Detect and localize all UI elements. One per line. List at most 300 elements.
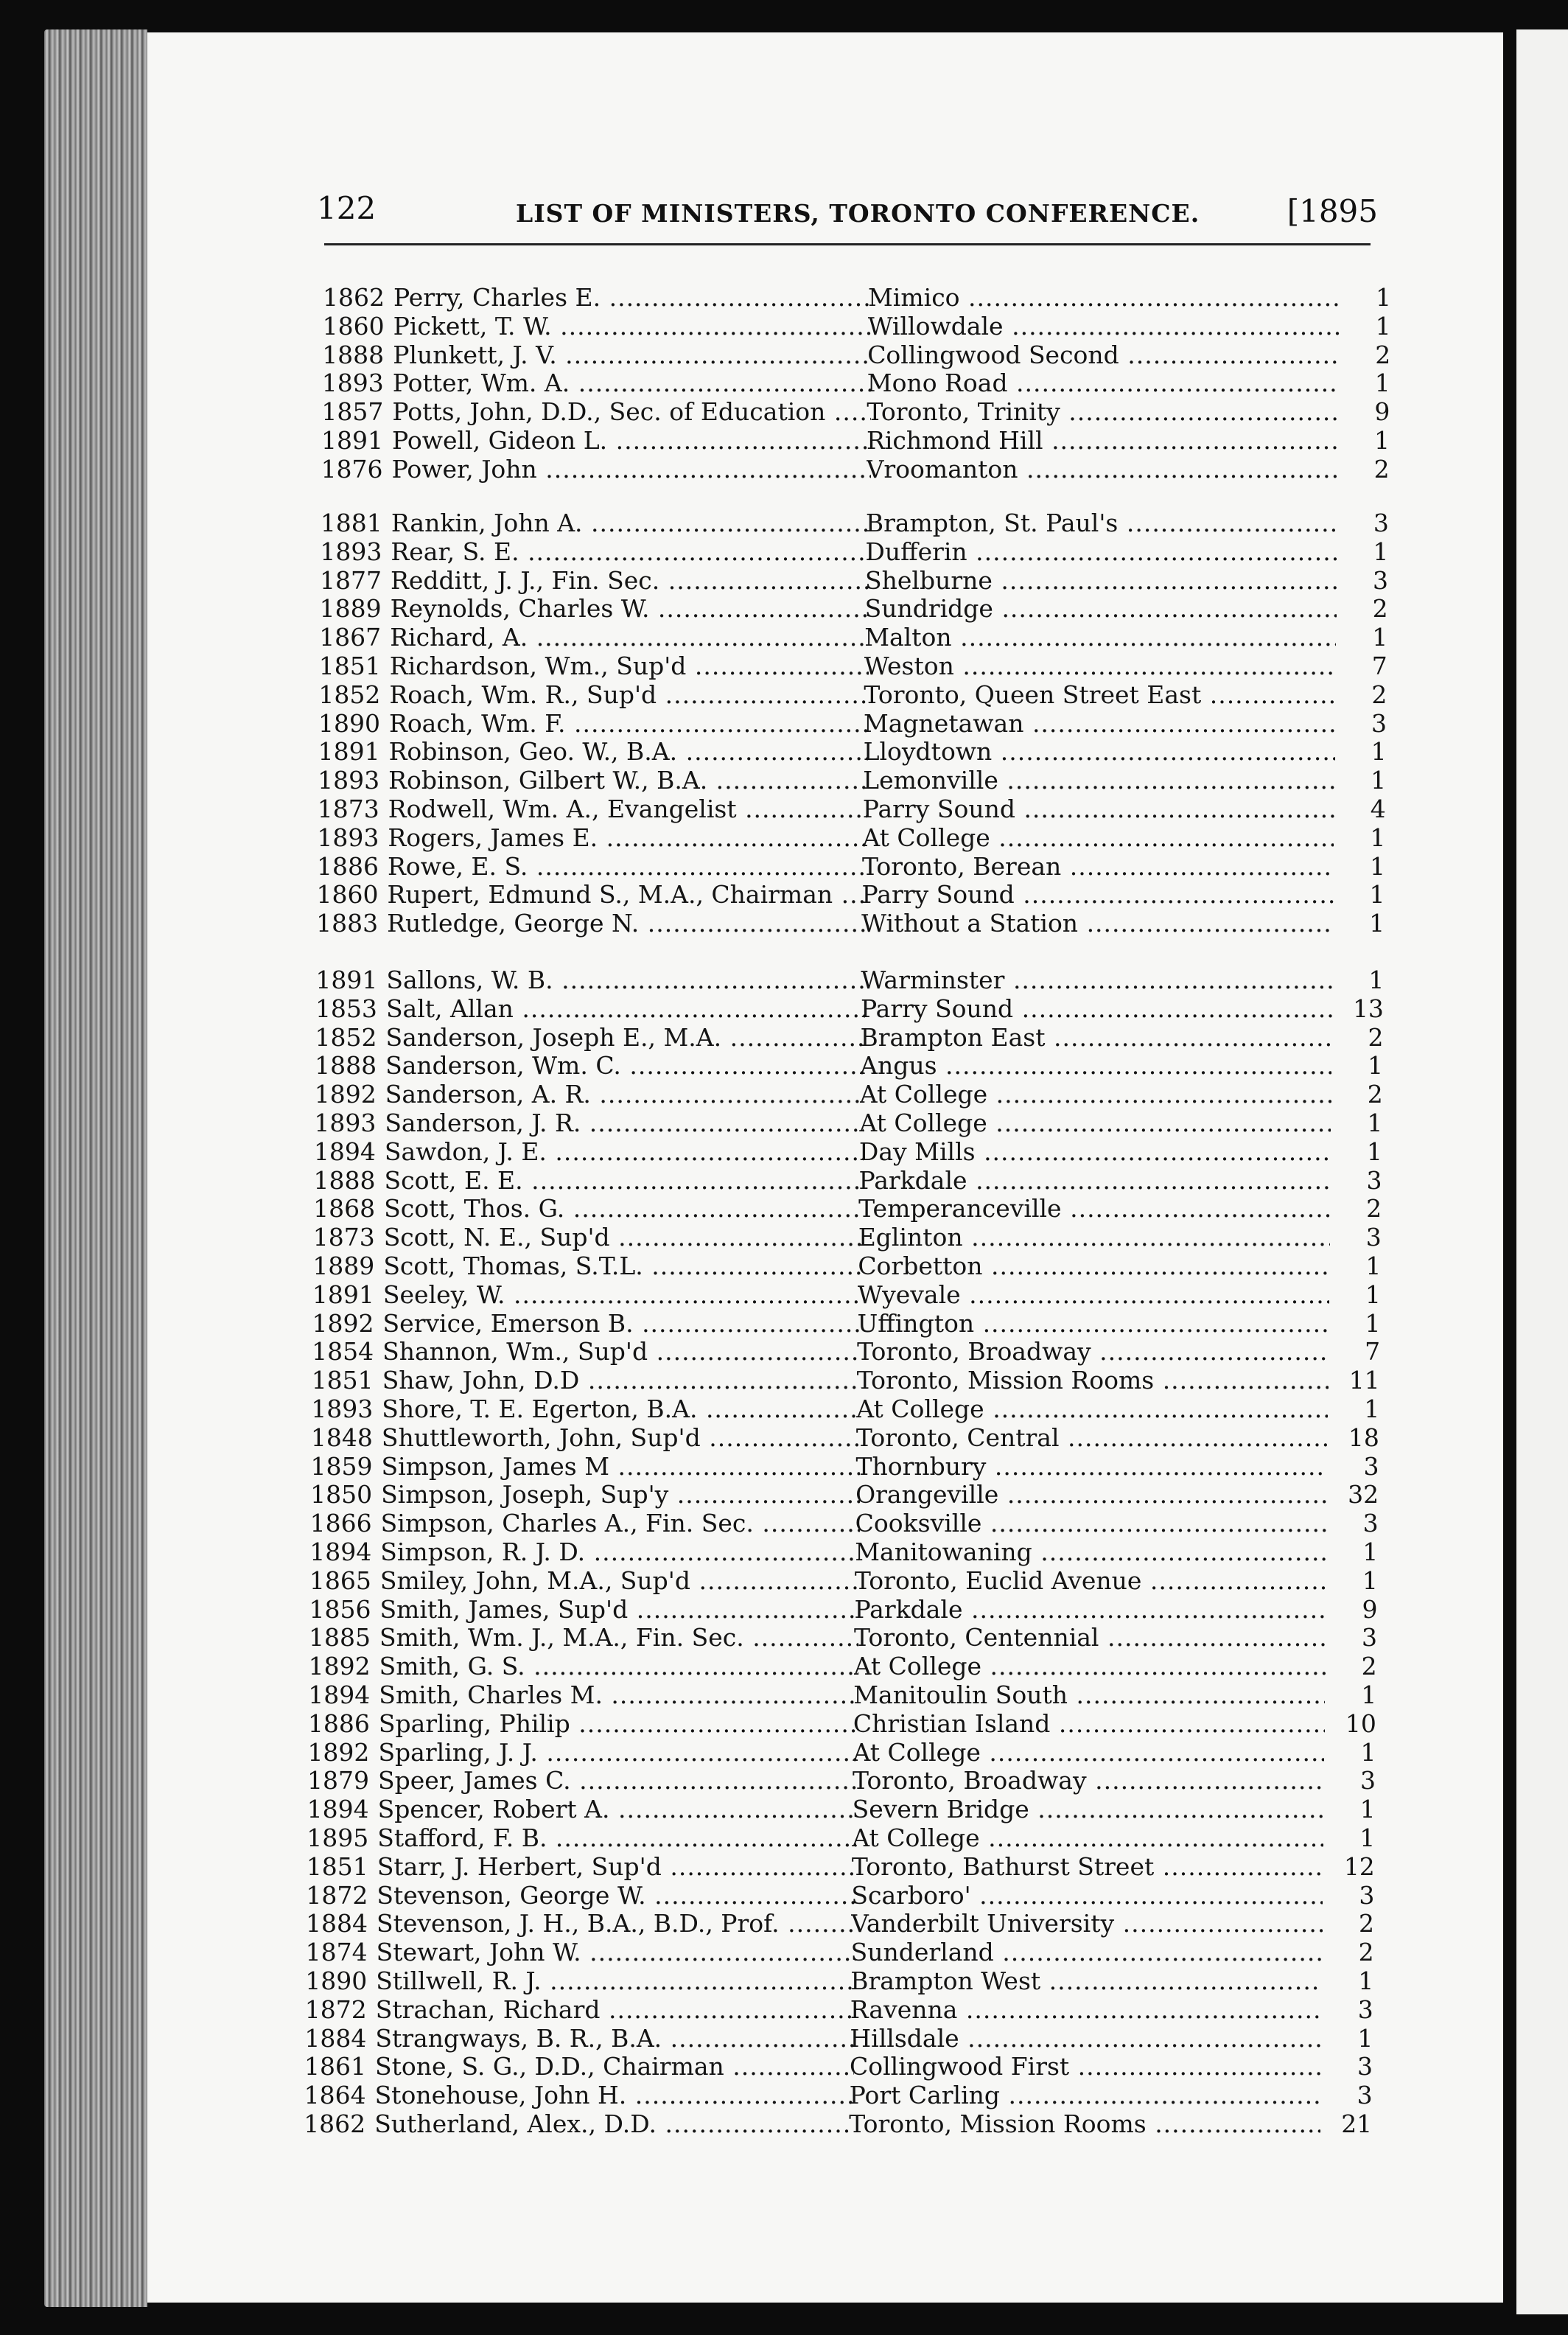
entry-year: 1861: [304, 2052, 366, 2081]
list-item: [304, 2081, 1373, 2110]
years-count: 1: [1369, 851, 1385, 881]
station-name: Toronto, Trinity .....: [867, 397, 1338, 426]
minister-name: Richardson, Wm., Sup'd .....: [390, 652, 869, 680]
list-item: [315, 966, 1384, 995]
list-item: [312, 1309, 1381, 1338]
entry-year: 1891: [315, 966, 378, 994]
list-item: [309, 1595, 1377, 1624]
entry-year: 1854: [312, 1337, 374, 1367]
station-name: Weston .....: [864, 652, 1336, 680]
list-item: [317, 880, 1385, 910]
list-item: [318, 795, 1386, 824]
station-name: Toronto, Mission Rooms .....: [857, 1366, 1329, 1395]
years-count: 3: [1365, 1223, 1382, 1252]
entry-year: 1894: [309, 1538, 372, 1566]
minister-name: Strachan, Richard .....: [376, 1995, 855, 2024]
list-item: [317, 852, 1385, 882]
years-count: 1: [1359, 1795, 1376, 1824]
entry-year: 1888: [313, 1165, 376, 1195]
years-count: 9: [1362, 1594, 1378, 1624]
entry-year: 1852: [315, 1022, 377, 1052]
page-header: [317, 190, 1378, 234]
years-count: 2: [1375, 340, 1391, 369]
entry-year: 1888: [322, 340, 385, 369]
years-count: 1: [1361, 1680, 1377, 1709]
station-name: Scarboro' .....: [851, 1881, 1323, 1910]
list-item: [304, 2109, 1372, 2139]
station-name: At College .....: [856, 1395, 1328, 1423]
entry-year: 1852: [318, 680, 381, 709]
entry-year: 1862: [323, 283, 385, 312]
entry-year: 1851: [311, 1366, 374, 1395]
minister-name: Starr, J. Herbert, Sup'd .....: [377, 1852, 856, 1881]
list-item: [310, 1452, 1379, 1481]
years-count: 3: [1373, 509, 1389, 537]
list-item: [322, 341, 1390, 370]
entry-year: 1892: [307, 1737, 370, 1767]
years-count: 10: [1345, 1709, 1376, 1738]
years-count: 1: [1373, 426, 1390, 455]
station-name: Toronto, Queen Street East .....: [864, 680, 1335, 709]
facing-page-edge: [1516, 29, 1568, 2314]
list-item: [322, 369, 1390, 398]
years-count: 2: [1367, 1080, 1383, 1109]
years-count: 1: [1376, 283, 1391, 312]
entry-year: 1884: [304, 2023, 367, 2053]
list-item: [306, 1938, 1374, 1967]
list-item: [305, 1995, 1373, 2025]
minister-name: Perry, Charles E. .....: [393, 283, 872, 312]
entry-year: 1857: [321, 397, 384, 427]
station-name: Sunderland .....: [851, 1938, 1323, 1966]
header-rule: [324, 243, 1371, 245]
minister-name: Reynolds, Charles W. .....: [391, 594, 869, 623]
entry-year: 1886: [316, 851, 379, 881]
years-count: 2: [1359, 1909, 1375, 1938]
list-item: [323, 312, 1391, 341]
entry-year: 1873: [312, 1223, 375, 1252]
entry-year: 1891: [321, 426, 383, 455]
years-count: 1: [1375, 311, 1391, 341]
entry-year: 1853: [315, 994, 377, 1023]
entry-year: 1892: [312, 1308, 374, 1338]
station-name: Parry Sound .....: [863, 795, 1334, 823]
station-name: Toronto, Central .....: [856, 1423, 1328, 1452]
entry-year: 1864: [304, 2081, 366, 2110]
station-name: Manitoulin South .....: [853, 1680, 1325, 1709]
entry-year: 1889: [312, 1252, 375, 1280]
list-item: [314, 1109, 1382, 1138]
years-count: 1: [1365, 1252, 1382, 1280]
years-count: 1: [1365, 1308, 1381, 1338]
station-name: Christian Island .....: [853, 1709, 1325, 1738]
list-item: [309, 1623, 1377, 1652]
list-item: [321, 426, 1390, 456]
minister-name: Sawdon, J. E. .....: [385, 1137, 864, 1166]
page-title: LIST OF MINISTERS, TORONTO CONFERENCE.: [516, 199, 1200, 228]
station-name: Collingwood Second .....: [867, 341, 1339, 369]
list-item: [315, 1023, 1384, 1053]
entry-year: 1850: [310, 1480, 373, 1509]
station-name: Vanderbilt University .....: [851, 1909, 1323, 1938]
years-count: 1: [1372, 623, 1388, 652]
station-name: Shelburne .....: [865, 566, 1337, 595]
entry-year: 1859: [310, 1451, 373, 1481]
list-item: [307, 1823, 1375, 1853]
entry-year: 1894: [307, 1795, 369, 1824]
years-count: 3: [1362, 1623, 1378, 1652]
minister-name: Smith, Wm. J., M.A., Fin. Sec. .....: [379, 1623, 858, 1652]
years-count: 1: [1369, 880, 1385, 910]
list-item: [315, 1080, 1383, 1109]
entry-year: 1874: [305, 1938, 368, 1967]
years-count: 2: [1368, 1022, 1384, 1052]
entry-year: 1884: [306, 1909, 368, 1938]
years-count: 9: [1374, 397, 1390, 427]
station-name: Parkdale .....: [854, 1595, 1326, 1624]
minister-name: Sanderson, A. R. .....: [385, 1080, 864, 1109]
entry-year: 1879: [307, 1766, 370, 1795]
minister-name: Rupert, Edmund S., M.A., Chairman .....: [388, 880, 867, 909]
minister-name: Shuttleworth, John, Sup'd .....: [382, 1423, 861, 1452]
station-name: Ravenna .....: [850, 1995, 1322, 2024]
entry-year: 1893: [311, 1395, 374, 1423]
list-item: [305, 1966, 1373, 1996]
years-count: 1: [1360, 1737, 1376, 1767]
years-count: 3: [1359, 1880, 1375, 1910]
minister-name: Service, Emerson B. .....: [383, 1309, 862, 1338]
list-item: [318, 766, 1386, 795]
minister-name: Pickett, T. W. .....: [393, 312, 872, 341]
years-count: 1: [1357, 2023, 1373, 2053]
years-count: 1: [1358, 1966, 1374, 1995]
years-count: 1: [1371, 766, 1387, 795]
station-name: Richmond Hill .....: [867, 426, 1338, 455]
station-name: Mono Road .....: [867, 369, 1339, 397]
list-item: [315, 994, 1384, 1024]
station-name: Toronto, Broadway .....: [857, 1337, 1329, 1366]
entry-year: 1893: [318, 766, 380, 795]
minister-name: Scott, Thomas, S.T.L. .....: [383, 1252, 862, 1280]
station-name: Hillsdale .....: [850, 2024, 1321, 2053]
list-item: [309, 1566, 1378, 1596]
minister-name: Scott, E. E. .....: [385, 1166, 864, 1195]
entry-year: 1872: [304, 1994, 367, 2024]
minister-name: Spencer, Robert A. .....: [378, 1795, 857, 1823]
station-name: Brampton, St. Paul's .....: [866, 509, 1337, 537]
station-name: At College .....: [859, 1109, 1331, 1137]
list-item: [306, 1909, 1374, 1938]
station-name: Eglinton .....: [858, 1223, 1330, 1252]
entry-year: 1893: [320, 537, 382, 566]
entry-year: 1851: [318, 652, 381, 680]
minister-name: Sanderson, Joseph E., M.A. .....: [386, 1023, 865, 1052]
minister-name: Sallons, W. B. .....: [386, 966, 865, 994]
list-item: [321, 455, 1390, 484]
list-item: [316, 909, 1385, 938]
minister-name: Shaw, John, D.D .....: [382, 1366, 861, 1395]
minister-name: Sutherland, Alex., D.D. .....: [374, 2109, 853, 2138]
station-name: Mimico .....: [868, 283, 1340, 312]
station-name: Magnetawan .....: [864, 709, 1335, 738]
station-name: Brampton West .....: [850, 1966, 1322, 1995]
entry-year: 1890: [305, 1966, 368, 1995]
entry-year: 1881: [320, 509, 382, 537]
minister-name: Smiley, John, M.A., Sup'd .....: [380, 1566, 859, 1595]
station-name: Lloydtown .....: [864, 737, 1335, 766]
list-item: [323, 283, 1391, 313]
entry-year: 1893: [321, 369, 384, 398]
station-name: Orangeville .....: [855, 1480, 1327, 1509]
station-name: Without a Station .....: [861, 909, 1333, 938]
entry-year: 1892: [308, 1652, 371, 1681]
station-name: Parkdale .....: [859, 1166, 1331, 1195]
station-name: Port Carling .....: [850, 2081, 1321, 2109]
years-count: 1: [1364, 1395, 1380, 1423]
list-item: [308, 1680, 1376, 1710]
station-name: At College .....: [852, 1823, 1323, 1852]
entry-year: 1872: [306, 1880, 368, 1910]
years-count: 4: [1370, 795, 1386, 823]
list-item: [309, 1538, 1378, 1567]
entry-year: 1865: [309, 1566, 371, 1595]
minister-name: Seeley, W. .....: [383, 1280, 862, 1309]
minister-name: Richard, A. .....: [390, 623, 869, 652]
years-count: 1: [1359, 1823, 1376, 1852]
years-count: 3: [1360, 1766, 1376, 1795]
list-item: [320, 594, 1388, 624]
station-name: Toronto, Euclid Avenue .....: [855, 1566, 1326, 1595]
years-count: 12: [1343, 1851, 1375, 1881]
station-name: Parry Sound .....: [862, 880, 1334, 909]
list-item: [318, 737, 1387, 767]
station-name: Severn Bridge .....: [853, 1795, 1324, 1823]
minister-name: Roach, Wm. R., Sup'd .....: [389, 680, 868, 709]
entry-year: 1851: [306, 1851, 368, 1881]
list-item: [320, 537, 1388, 567]
station-name: Corbetton .....: [858, 1252, 1329, 1280]
minister-name: Rear, S. E. .....: [391, 537, 869, 566]
station-name: Temperanceville .....: [858, 1194, 1330, 1223]
list-item: [313, 1223, 1382, 1252]
minister-name: Stonehouse, John H. .....: [375, 2081, 854, 2109]
years-count: 32: [1348, 1480, 1379, 1509]
years-count: 1: [1374, 369, 1390, 398]
years-count: 3: [1371, 708, 1387, 738]
entry-year: 1894: [308, 1680, 371, 1709]
station-name: Collingwood First .....: [850, 2052, 1321, 2081]
station-name: Warminster .....: [861, 966, 1332, 994]
minister-name: Simpson, James M .....: [381, 1452, 860, 1481]
years-count: 2: [1358, 1938, 1374, 1967]
station-name: Lemonville .....: [863, 766, 1334, 795]
minister-name: Rodwell, Wm. A., Evangelist .....: [388, 795, 867, 823]
minister-name: Sparling, Philip .....: [379, 1709, 858, 1738]
minister-name: Rowe, E. S. .....: [388, 852, 867, 881]
minister-name: Scott, Thos. G. .....: [384, 1194, 863, 1223]
entry-year: 1866: [309, 1509, 372, 1538]
minister-name: Robinson, Geo. W., B.A. .....: [389, 737, 868, 766]
entry-year: 1885: [309, 1623, 371, 1652]
station-name: Vroomanton .....: [867, 455, 1338, 484]
minister-name: Stevenson, George W. .....: [377, 1881, 855, 1910]
minister-name: Shore, T. E. Egerton, B.A. .....: [382, 1395, 861, 1423]
minister-name: Simpson, Joseph, Sup'y .....: [381, 1480, 860, 1509]
entry-year: 1868: [313, 1194, 376, 1224]
years-count: 1: [1371, 737, 1387, 767]
minister-name: Stafford, F. B. .....: [377, 1823, 856, 1852]
minister-name: Smith, G. S. .....: [379, 1652, 858, 1680]
entry-year: 1890: [318, 708, 380, 738]
minister-name: Potter, Wm. A. .....: [393, 369, 872, 397]
list-item: [321, 397, 1390, 427]
list-item: [312, 1280, 1381, 1310]
minister-name: Speer, James C. .....: [378, 1766, 857, 1795]
minister-name: Power, John .....: [392, 455, 871, 484]
minister-name: Scott, N. E., Sup'd .....: [384, 1223, 863, 1252]
years-count: 1: [1369, 909, 1385, 938]
list-item: [319, 652, 1387, 681]
minister-name: Stevenson, J. H., B.A., B.D., Prof. .....: [377, 1909, 855, 1938]
years-count: 1: [1368, 1051, 1384, 1081]
years-count: 1: [1365, 1280, 1381, 1309]
header-year: [1895: [1287, 193, 1378, 229]
years-count: 3: [1366, 1165, 1382, 1195]
minister-name: Sanderson, J. R. .....: [385, 1109, 864, 1137]
station-name: Toronto, Centennial .....: [854, 1623, 1326, 1652]
list-item: [314, 1137, 1382, 1167]
entry-year: 1860: [316, 880, 379, 910]
station-name: Parry Sound .....: [861, 994, 1332, 1023]
list-item: [307, 1766, 1376, 1795]
list-item: [311, 1395, 1379, 1424]
years-count: 13: [1352, 994, 1384, 1023]
minister-name: Simpson, Charles A., Fin. Sec. .....: [381, 1509, 860, 1538]
years-count: 2: [1361, 1652, 1377, 1681]
years-count: 1: [1362, 1566, 1378, 1595]
minister-name: Salt, Allan .....: [386, 994, 865, 1023]
years-count: 3: [1373, 565, 1388, 595]
minister-name: Stewart, John W. .....: [377, 1938, 855, 1966]
station-name: Toronto, Mission Rooms .....: [849, 2109, 1320, 2138]
minister-name: Plunkett, J. V. .....: [393, 341, 872, 369]
entry-year: 1867: [319, 623, 382, 652]
years-count: 1: [1366, 1137, 1382, 1166]
station-name: Toronto, Broadway .....: [853, 1766, 1324, 1795]
station-name: At College .....: [854, 1652, 1326, 1680]
list-item: [312, 1337, 1380, 1367]
station-name: Wyevale .....: [858, 1280, 1329, 1309]
minister-name: Rankin, John A. .....: [391, 509, 870, 537]
list-item: [320, 566, 1388, 596]
minister-name: Roach, Wm. F. .....: [389, 709, 868, 738]
station-name: Toronto, Berean .....: [862, 852, 1334, 881]
list-item: [313, 1194, 1382, 1224]
entry-year: 1876: [321, 454, 383, 484]
years-count: 2: [1366, 1194, 1382, 1224]
years-count: 3: [1357, 2081, 1373, 2110]
entry-year: 1893: [317, 823, 379, 852]
list-item: [309, 1652, 1377, 1681]
years-count: 3: [1357, 1994, 1373, 2024]
entry-year: 1891: [312, 1280, 374, 1309]
minister-name: Robinson, Gilbert W., B.A. .....: [388, 766, 867, 795]
station-name: Cooksville .....: [855, 1509, 1327, 1538]
entry-year: 1877: [320, 565, 382, 595]
station-name: Day Mills .....: [859, 1137, 1331, 1166]
entry-year: 1893: [314, 1109, 377, 1137]
minister-name: Smith, Charles M. .....: [379, 1680, 858, 1709]
entry-year: 1886: [307, 1709, 370, 1738]
years-count: 3: [1363, 1451, 1379, 1481]
years-count: 3: [1357, 2052, 1373, 2081]
list-item: [312, 1366, 1380, 1395]
list-item: [308, 1709, 1376, 1739]
station-name: Brampton East .....: [861, 1023, 1332, 1052]
station-name: At College .....: [862, 823, 1334, 852]
minister-name: Simpson, R. J. D. .....: [380, 1538, 859, 1566]
years-count: 21: [1341, 2109, 1373, 2138]
entry-year: 1892: [314, 1080, 377, 1109]
minister-name: Stone, S. G., D.D., Chairman .....: [375, 2052, 854, 2081]
entry-year: 1873: [317, 795, 379, 823]
book-page-edges: [44, 29, 147, 2307]
entry-year: 1883: [316, 909, 379, 938]
minister-name: Rutledge, George N. .....: [387, 909, 866, 938]
station-name: At College .....: [860, 1080, 1331, 1109]
list-item: [319, 623, 1387, 652]
minister-name: Potts, John, D.D., Sec. of Education .....: [392, 397, 871, 426]
page-number: 122: [317, 190, 377, 226]
list-item: [304, 2052, 1373, 2081]
list-item: [310, 1509, 1379, 1538]
minister-name: Stillwell, R. J. .....: [376, 1966, 855, 1995]
years-count: 2: [1371, 680, 1387, 709]
years-count: 2: [1373, 454, 1390, 484]
years-count: 1: [1373, 537, 1389, 566]
station-name: Thornbury .....: [855, 1452, 1327, 1481]
list-item: [312, 1252, 1381, 1281]
minister-name: Sanderson, Wm. C. .....: [385, 1051, 864, 1080]
station-name: Toronto, Bathurst Street .....: [852, 1852, 1323, 1881]
list-item: [307, 1738, 1376, 1767]
years-count: 1: [1367, 1109, 1383, 1137]
entry-year: 1888: [315, 1051, 377, 1081]
list-item: [310, 1480, 1379, 1509]
list-item: [318, 709, 1387, 739]
station-name: Sundridge .....: [865, 594, 1337, 623]
years-count: 3: [1362, 1509, 1379, 1538]
station-name: Malton .....: [864, 623, 1336, 652]
years-count: 7: [1365, 1337, 1381, 1367]
years-count: 7: [1371, 652, 1387, 680]
list-item: [307, 1795, 1376, 1824]
list-item: [318, 680, 1387, 710]
entry-year: 1862: [304, 2109, 366, 2138]
entry-year: 1891: [318, 737, 380, 767]
entry-year: 1895: [307, 1823, 369, 1852]
station-name: Dufferin .....: [865, 537, 1337, 566]
years-count: 1: [1362, 1538, 1379, 1566]
list-item: [307, 1852, 1375, 1882]
list-item: [306, 1881, 1374, 1910]
minister-name: Rogers, James E. .....: [388, 823, 867, 852]
list-item: [311, 1423, 1379, 1453]
list-item: [321, 509, 1389, 538]
minister-name: Sparling, J. J. .....: [378, 1738, 857, 1767]
years-count: 11: [1348, 1366, 1380, 1395]
station-name: Willowdale .....: [868, 312, 1340, 341]
